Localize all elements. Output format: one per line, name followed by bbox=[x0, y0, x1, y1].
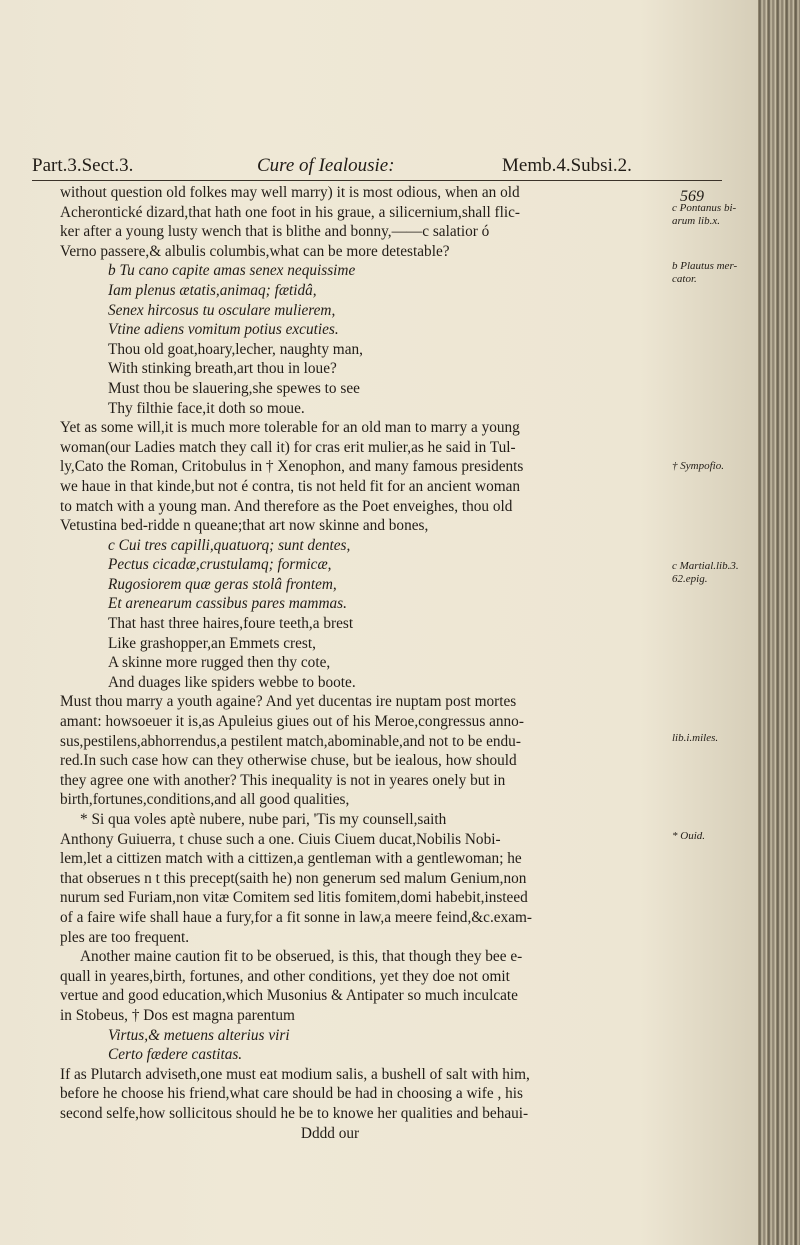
text-line: to match with a young man. And therefore as the Poet enveighes, thou old bbox=[60, 497, 513, 515]
text-line: lem,let a cittizen match with a cittizen,a gentleman with a gentlewoman; he bbox=[60, 850, 522, 868]
text-line: ker after a young lusty wench that is blithe and bonny,——c salatior ó bbox=[60, 223, 490, 241]
text-line: of a faire wife shall haue a fury,for a fit sonne in law,a meere feind,&c.exam- bbox=[60, 908, 532, 926]
text-line: Dddd our bbox=[300, 1124, 360, 1142]
margin-note: c Martial.lib.3. 62.epig. bbox=[672, 560, 739, 585]
text-line: Vtine adiens vomitum potius excuties. bbox=[108, 321, 339, 339]
text-line: * Si qua voles aptè nubere, nube pari, 'Tis my counsell,saith bbox=[80, 811, 447, 828]
text-line: Verno passere,& albulis columbis,what can be more detestable? bbox=[60, 242, 450, 260]
text-line: Certo fædere castitas. bbox=[108, 1046, 243, 1064]
text-line: without question old folkes may well marry) it is most odious, when an old bbox=[60, 184, 520, 201]
header-title: Cure of Iealousie: bbox=[257, 155, 395, 176]
text-line: they agree one with another? This inequality is not in yeares onely but in bbox=[60, 771, 506, 789]
text-line: Vetustina bed-ridde n queane;that art now skinne and bones, bbox=[60, 517, 429, 535]
text-line: nurum sed Furiam,non vitæ Comitem sed litis fomitem,domi habebit,insteed bbox=[60, 889, 528, 907]
margin-note: † Sympofio. bbox=[672, 460, 724, 472]
header-rule bbox=[32, 180, 722, 181]
text-line: woman(our Ladies match they call it) for cras erit mulier,as he said in Tul- bbox=[60, 438, 516, 456]
text-line: Senex hircosus tu osculare mulierem, bbox=[108, 301, 336, 319]
margin-note: c Pontanus bi-arum lib.x. bbox=[672, 202, 737, 227]
margin-note: * Ouid. bbox=[672, 830, 705, 842]
text-line: Anthony Guiuerra, t chuse such a one. Ciuis Ciuem ducat,Nobilis Nobi- bbox=[60, 830, 501, 848]
text-line: That hast three haires,foure teeth,a brest bbox=[108, 615, 354, 633]
text-line: before he choose his friend,what care should be had in choosing a wife , his bbox=[60, 1085, 524, 1103]
text-line: Acherontické dizard,that hath one foot in his graue, a silicernium,shall flic- bbox=[60, 203, 521, 221]
text-line: Iam plenus ætatis,animaq; fætidâ, bbox=[108, 281, 317, 299]
text-line: Virtus,& metuens alterius viri bbox=[108, 1026, 290, 1044]
text-line: Thy filthie face,it doth so moue. bbox=[108, 399, 305, 417]
text-line: Yet as some will,it is much more tolerable for an old man to marry a young bbox=[60, 419, 520, 437]
text-line: b Tu cano capite amas senex nequissime bbox=[108, 262, 356, 280]
text-line: If as Plutarch adviseth,one must eat modium salis, a bushell of salt with him, bbox=[60, 1065, 530, 1083]
text-line: that obserues n t this precept(saith he) non generum sed malum Genium,non bbox=[60, 869, 527, 887]
text-line: Must thou be slauering,she spewes to see bbox=[108, 379, 360, 397]
text-line: Like grashopper,an Emmets crest, bbox=[108, 634, 316, 652]
text-line: Must thou marry a youth againe? And yet ducentas ire nuptam post mortes bbox=[60, 693, 517, 711]
text-line: Et arenearum cassibus pares mammas. bbox=[108, 595, 347, 613]
running-header bbox=[32, 155, 732, 179]
text-line: in Stobeus, † Dos est magna parentum bbox=[60, 1006, 295, 1024]
text-line: ples are too frequent. bbox=[60, 928, 190, 946]
body-text bbox=[60, 183, 660, 1143]
text-line: With stinking breath,art thou in loue? bbox=[108, 360, 337, 378]
text-line: vertue and good education,which Musonius & Antipater so much inculcate bbox=[60, 987, 518, 1005]
header-right: Memb.4.Subsi.2. bbox=[502, 155, 632, 176]
text-line: Pectus cicadæ,crustulamq; formicæ, bbox=[108, 556, 332, 574]
margin-note: lib.i.miles. bbox=[672, 732, 719, 744]
text-line: c Cui tres capilli,quatuorq; sunt dentes, bbox=[108, 536, 351, 554]
text-line: Another maine caution fit to be obserued, is this, that though they bee e- bbox=[80, 948, 523, 966]
page-number: 569 bbox=[680, 188, 704, 205]
text-line: red.In such case how can they otherwise chuse, but be iealous, how should bbox=[60, 752, 517, 770]
text-line: ly,Cato the Roman, Critobulus in † Xenophon, and many famous presidents bbox=[60, 458, 524, 476]
text-line: we haue in that kinde,but not é contra, tis not held fit for an ancient woman bbox=[60, 477, 521, 495]
text-line: birth,fortunes,conditions,and all good qualities, bbox=[60, 791, 350, 809]
text-line: quall in yeares,birth, fortunes, and other conditions, yet they doe not omit bbox=[60, 967, 510, 985]
text-line: Rugosiorem quæ geras stolâ frontem, bbox=[108, 575, 337, 593]
text-line: amant: howsoeuer it is,as Apuleius giues out of his Meroe,congressus anno- bbox=[60, 713, 524, 731]
text-line: Thou old goat,hoary,lecher, naughty man, bbox=[108, 340, 363, 358]
text-line: A skinne more rugged then thy cote, bbox=[108, 654, 331, 672]
text-line: second selfe,how sollicitous should he be to knowe her qualities and behaui- bbox=[60, 1104, 529, 1122]
page-gutter bbox=[758, 0, 800, 1245]
text-line: sus,pestilens,abhorrendus,a pestilent match,abominable,and not to be endu- bbox=[60, 732, 521, 750]
header-left: Part.3.Sect.3. bbox=[32, 155, 134, 176]
margin-note: b Plautus mer-cator. bbox=[672, 260, 738, 285]
text-line: And duages like spiders webbe to boote. bbox=[108, 673, 356, 691]
